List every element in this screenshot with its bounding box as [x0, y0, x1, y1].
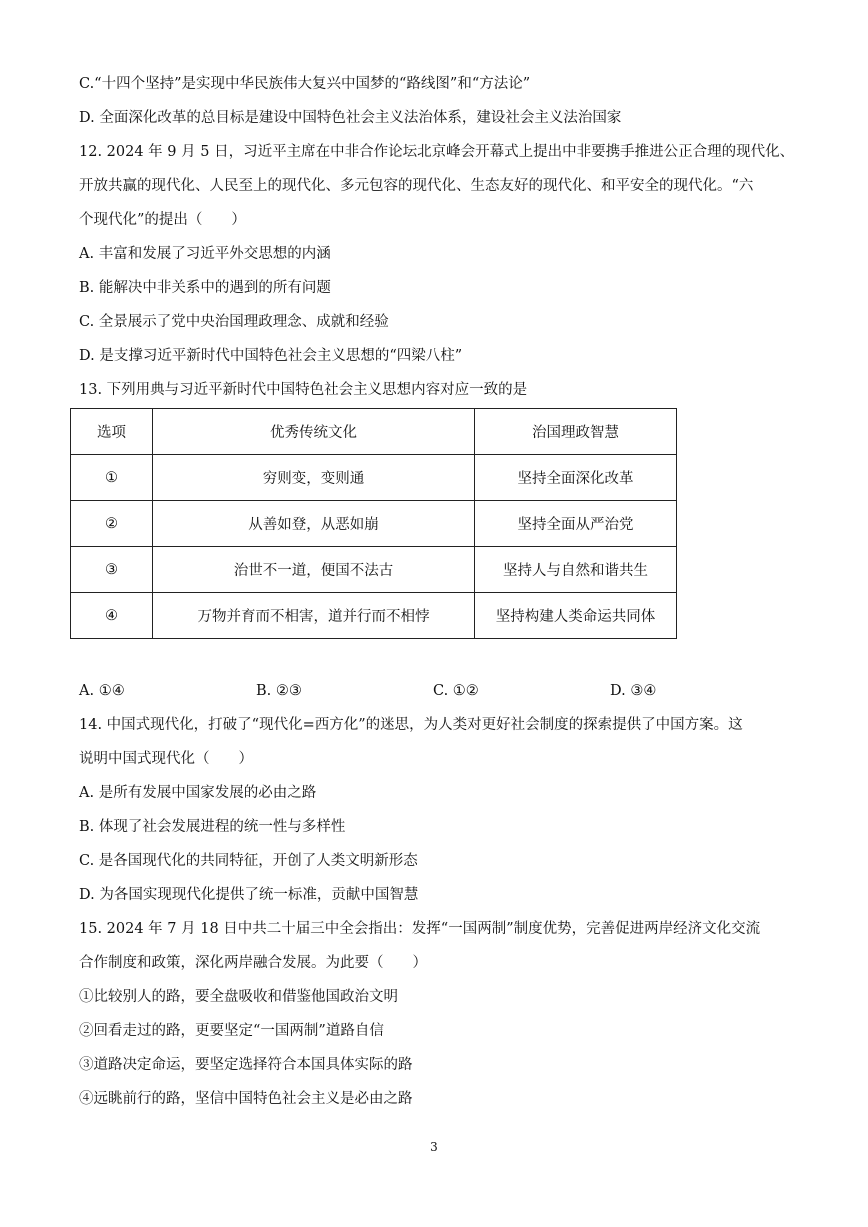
table-row [71, 455, 677, 501]
line-11: 14. 中国式现代化，打破了“现代化=西方化”的迷思，为人类对更好社会制度的探索提供了中国方案。这 [79, 717, 743, 733]
line-22: ④远眺前行的路，坚信中国特色社会主义是必由之路 [79, 1091, 413, 1107]
table-cell: 万物并育而不相害，道并行而不相悖 [153, 593, 475, 639]
line-9: D. 是支撑习近平新时代中国特色社会主义思想的“四梁八柱” [79, 348, 463, 364]
q13-option-b: B. ②③ [256, 683, 302, 699]
table-cell: 坚持人与自然和谐共生 [475, 547, 677, 593]
line-8: C. 全景展示了党中央治国理政理念、成就和经验 [79, 314, 389, 330]
table-cell: 坚持全面从严治党 [475, 501, 677, 547]
table-header-cell: 治国理政智慧 [475, 409, 677, 455]
table-cell: 穷则变，变则通 [153, 455, 475, 501]
table-header-cell: 选项 [71, 409, 153, 455]
line-6: A. 丰富和发展了习近平外交思想的内涵 [79, 246, 331, 262]
table-header-row [71, 409, 677, 455]
line-12: 说明中国式现代化（ ） [79, 751, 253, 767]
table-cell: 坚持全面深化改革 [475, 455, 677, 501]
line-21: ③道路决定命运，要坚定选择符合本国具体实际的路 [79, 1057, 413, 1073]
page-number: 3 [430, 1140, 438, 1154]
table-cell: ② [71, 501, 153, 547]
line-15: C. 是各国现代化的共同特征，开创了人类文明新形态 [79, 853, 418, 869]
table-row [71, 501, 677, 547]
table-cell: ① [71, 455, 153, 501]
line-10: 13. 下列用典与习近平新时代中国特色社会主义思想内容对应一致的是 [79, 382, 528, 398]
table-row [71, 593, 677, 639]
culture-table [70, 408, 677, 639]
table-cell: 治世不一道，便国不法古 [153, 547, 475, 593]
line-14: B. 体现了社会发展进程的统一性与多样性 [79, 819, 346, 835]
table-cell: ③ [71, 547, 153, 593]
table-cell: 坚持构建人类命运共同体 [475, 593, 677, 639]
line-1: C.“十四个坚持”是实现中华民族伟大复兴中国梦的“路线图”和“方法论” [79, 76, 531, 92]
line-2: D. 全面深化改革的总目标是建设中国特色社会主义法治体系，建设社会主义法治国家 [79, 110, 622, 126]
table-cell: 从善如登，从恶如崩 [153, 501, 475, 547]
line-5: 个现代化”的提出（ ） [79, 212, 246, 228]
q13-option-a: A. ①④ [79, 683, 125, 699]
line-16: D. 为各国实现现代化提供了统一标准，贡献中国智慧 [79, 887, 419, 903]
line-18: 合作制度和政策，深化两岸融合发展。为此要（ ） [79, 955, 427, 971]
table-cell: ④ [71, 593, 153, 639]
line-20: ②回看走过的路，更要坚定“一国两制”道路自信 [79, 1023, 384, 1039]
line-17: 15. 2024 年 7 月 18 日中共二十届三中全会指出：发挥“一国两制”制度优势，完善促进两岸经济文化交流 [79, 921, 761, 937]
line-19: ①比较别人的路，要全盘吸收和借鉴他国政治文明 [79, 989, 398, 1005]
line-13: A. 是所有发展中国家发展的必由之路 [79, 785, 317, 801]
table-header-cell: 优秀传统文化 [153, 409, 475, 455]
q13-option-d: D. ③④ [610, 683, 657, 699]
q13-option-c: C. ①② [433, 683, 479, 699]
line-4: 开放共赢的现代化、人民至上的现代化、多元包容的现代化、生态友好的现代化、和平安全的现代化。“六 [79, 178, 754, 194]
line-7: B. 能解决中非关系中的遇到的所有问题 [79, 280, 331, 296]
table-row [71, 547, 677, 593]
line-3: 12. 2024 年 9 月 5 日，习近平主席在中非合作论坛北京峰会开幕式上提出中非要携手推进公正合理的现代化、 [79, 144, 795, 160]
